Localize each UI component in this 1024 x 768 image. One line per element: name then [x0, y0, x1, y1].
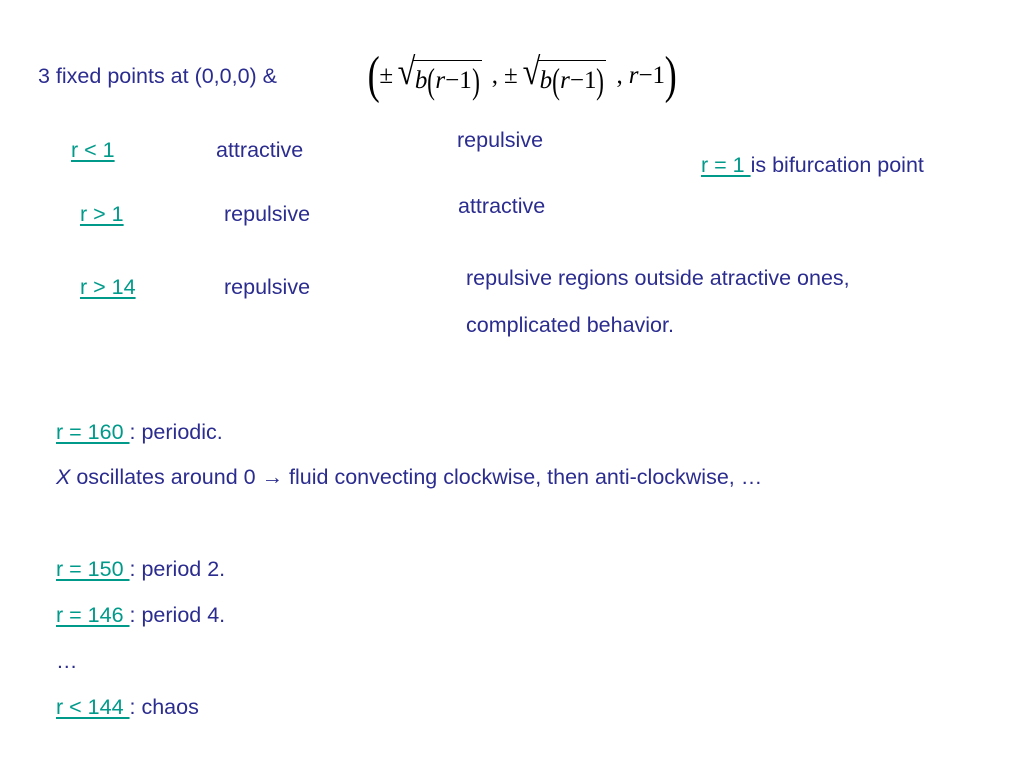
formula-inner-paren: ) — [471, 60, 480, 101]
formula-one: 1 — [459, 66, 472, 94]
formula-one: 1 — [583, 66, 597, 94]
formula-r: r — [435, 66, 446, 94]
formula-comma: , — [616, 62, 623, 89]
r146-line — [56, 605, 225, 627]
oscillation-var: X — [56, 465, 71, 489]
fixed-points-formula — [368, 46, 676, 106]
formula-one: 1 — [652, 62, 666, 89]
oscillation-line — [56, 467, 762, 489]
formula-plus-minus: ± — [504, 62, 518, 89]
formula-b: b — [414, 66, 428, 94]
origin-stability-r-lt-1: attractive — [216, 138, 304, 162]
intro-text: 3 fixed points at (0,0,0) & — [38, 64, 278, 88]
formula-inner-paren: ( — [427, 60, 436, 101]
condition-link-r-gt-1[interactable]: r > 1 — [80, 202, 124, 226]
formula-inner-paren: ) — [596, 60, 605, 101]
r150-text: : period 2. — [129, 557, 226, 581]
condition-link-r-eq-1[interactable]: r = 1 — [701, 153, 751, 177]
r150-line — [56, 559, 225, 581]
formula-r: r — [628, 62, 639, 89]
condition-link-r-lt-144[interactable]: r < 144 — [56, 695, 130, 719]
formula-comma: , — [491, 62, 499, 89]
condition-link-r-gt-14[interactable]: r > 14 — [80, 275, 136, 299]
formula-radicand — [413, 60, 482, 99]
formula-b: b — [539, 66, 553, 94]
formula-minus: − — [569, 66, 584, 94]
formula-radicand — [538, 60, 607, 99]
formula-right-paren: ) — [664, 47, 677, 104]
formula-plus-minus: ± — [379, 62, 394, 89]
formula-sqrt-1 — [396, 50, 482, 101]
ellipsis: … — [56, 649, 78, 673]
formula-r: r — [560, 66, 570, 94]
note-line-1: repulsive regions outside atractive ones, — [466, 266, 850, 290]
note-line-2: complicated behavior. — [466, 313, 674, 337]
formula-minus: − — [638, 62, 653, 89]
others-stability-r-gt-1: attractive — [458, 194, 546, 218]
r144-text: : chaos — [129, 695, 199, 719]
r160-line — [56, 422, 223, 444]
oscillation-text: oscillates around 0 → fluid convecting clockwise, then anti-clockwise, … — [70, 465, 763, 489]
sqrt-icon: √ — [522, 50, 541, 93]
r144-line — [56, 697, 199, 719]
formula-left-paren: ( — [367, 47, 380, 104]
condition-link-r-lt-1[interactable]: r < 1 — [71, 138, 115, 162]
origin-stability-r-gt-14: repulsive — [224, 275, 311, 299]
sqrt-icon: √ — [397, 50, 416, 93]
bifurcation-note — [701, 155, 924, 177]
bifurcation-text: is bifurcation point — [750, 153, 924, 177]
r160-text: : periodic. — [129, 420, 223, 444]
condition-link-r-eq-146[interactable]: r = 146 — [56, 603, 130, 627]
others-stability-r-lt-1: repulsive — [457, 128, 544, 152]
condition-link-r-eq-160[interactable]: r = 160 — [56, 420, 130, 444]
origin-stability-r-gt-1: repulsive — [224, 202, 311, 226]
formula-sqrt-2 — [521, 50, 607, 101]
formula-minus: − — [445, 66, 460, 94]
condition-link-r-eq-150[interactable]: r = 150 — [56, 557, 130, 581]
r146-text: : period 4. — [129, 603, 226, 627]
formula-inner-paren: ( — [552, 60, 561, 101]
